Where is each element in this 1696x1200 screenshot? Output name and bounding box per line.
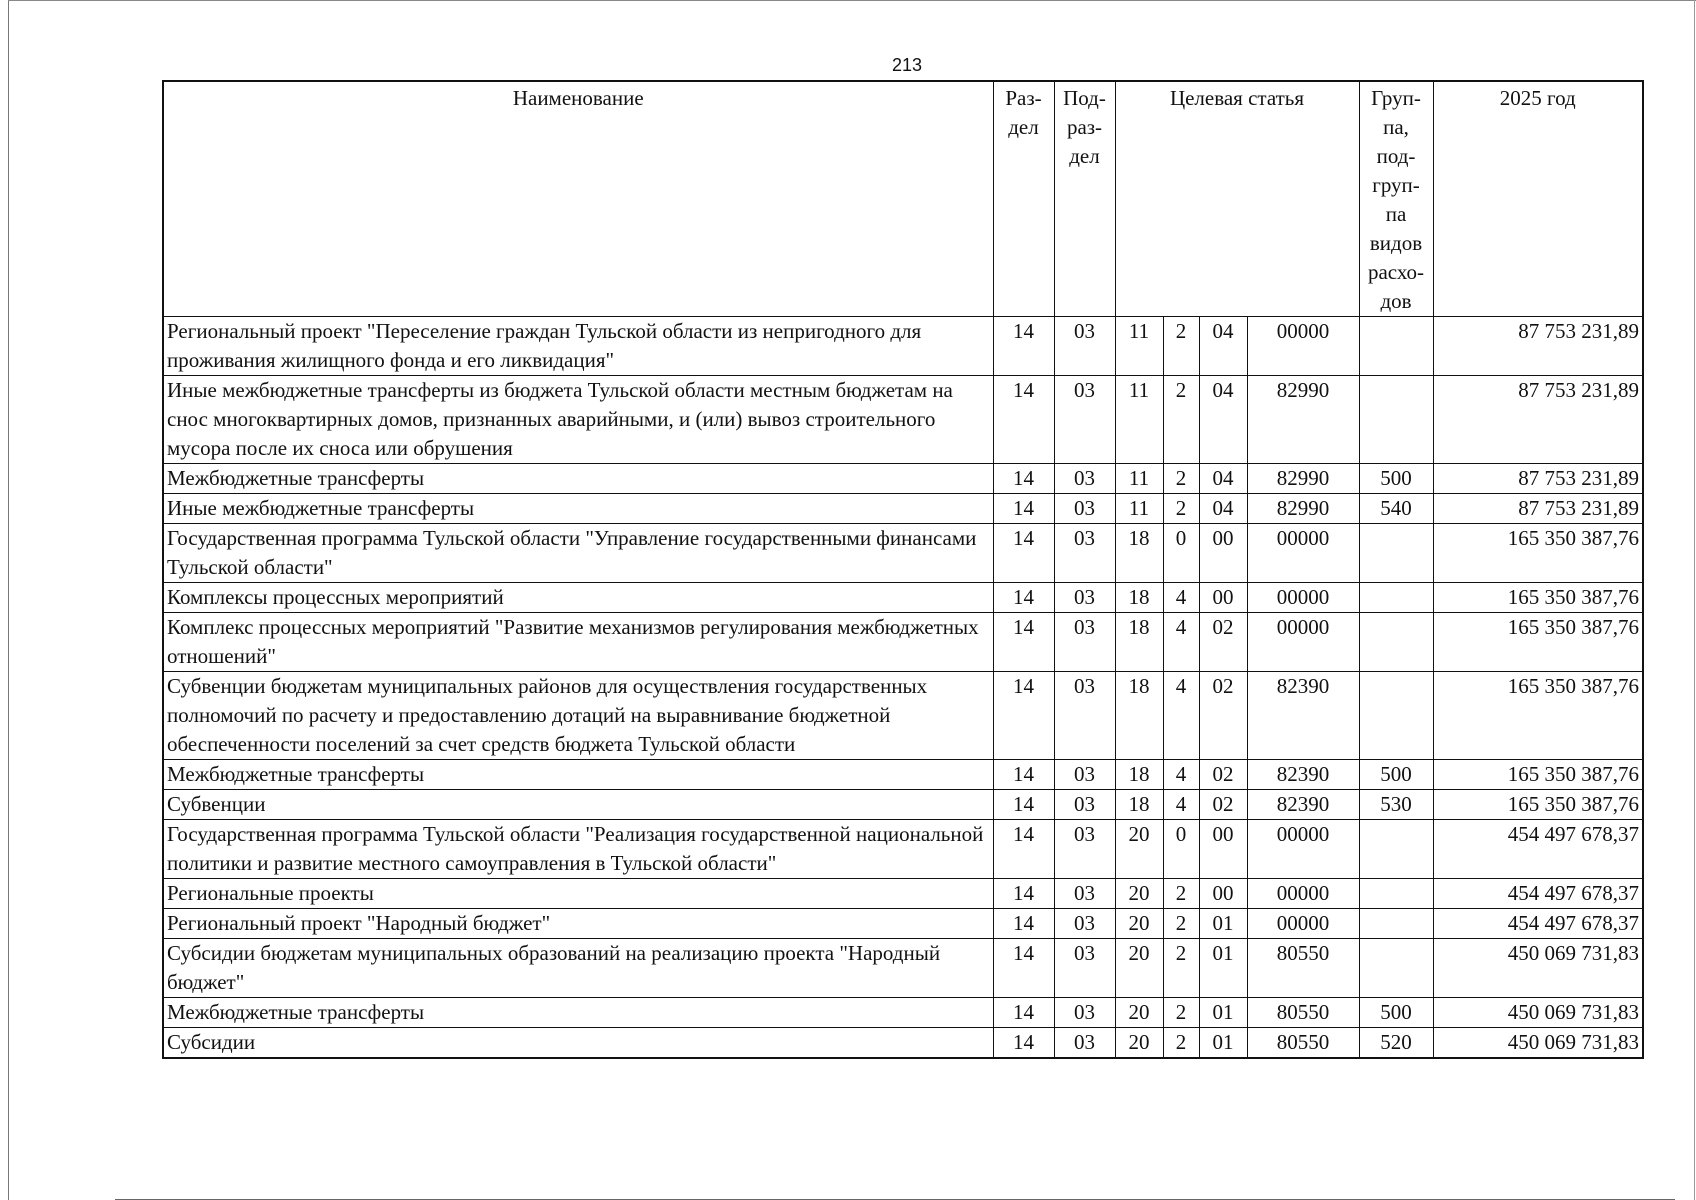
target-type-cell: 4 (1163, 583, 1199, 613)
target-subprogram-cell: 00 (1199, 820, 1247, 879)
subsection-cell: 03 (1054, 494, 1115, 524)
target-program-cell: 18 (1115, 672, 1163, 760)
target-direction-cell: 00000 (1247, 317, 1359, 376)
target-subprogram-cell: 04 (1199, 464, 1247, 494)
subsection-cell: 03 (1054, 879, 1115, 909)
table-row (163, 524, 1643, 583)
target-subprogram-cell: 04 (1199, 494, 1247, 524)
target-subprogram-cell: 01 (1199, 1028, 1247, 1059)
header-target-item: Целевая статья (1115, 81, 1359, 317)
section-cell: 14 (993, 494, 1054, 524)
target-direction-cell: 00000 (1247, 909, 1359, 939)
target-program-cell: 11 (1115, 317, 1163, 376)
header-expense-group: Груп- па, под- груп- па видов расхо- дов (1359, 81, 1433, 317)
section-cell: 14 (993, 909, 1054, 939)
target-direction-cell: 82990 (1247, 494, 1359, 524)
table-row (163, 939, 1643, 998)
table-row (163, 879, 1643, 909)
target-subprogram-cell: 02 (1199, 790, 1247, 820)
expense-group-cell (1359, 909, 1433, 939)
subsection-cell: 03 (1054, 790, 1115, 820)
table-row (163, 790, 1643, 820)
section-cell: 14 (993, 464, 1054, 494)
section-cell: 14 (993, 583, 1054, 613)
subsection-cell: 03 (1054, 376, 1115, 464)
target-direction-cell: 80550 (1247, 1028, 1359, 1059)
target-direction-cell: 80550 (1247, 939, 1359, 998)
target-subprogram-cell: 00 (1199, 879, 1247, 909)
target-type-cell: 0 (1163, 820, 1199, 879)
target-subprogram-cell: 02 (1199, 613, 1247, 672)
expense-group-cell (1359, 672, 1433, 760)
table-row (163, 672, 1643, 760)
target-subprogram-cell: 01 (1199, 939, 1247, 998)
expense-group-cell: 520 (1359, 1028, 1433, 1059)
target-program-cell: 18 (1115, 790, 1163, 820)
table-header-row (163, 81, 1643, 317)
expense-group-cell (1359, 820, 1433, 879)
amount-cell: 450 069 731,83 (1433, 1028, 1643, 1059)
target-subprogram-cell: 04 (1199, 376, 1247, 464)
target-direction-cell: 82990 (1247, 464, 1359, 494)
header-subsection: Под- раз- дел (1054, 81, 1115, 317)
target-subprogram-cell: 01 (1199, 909, 1247, 939)
table-row (163, 317, 1643, 376)
table-row (163, 1028, 1643, 1059)
subsection-cell: 03 (1054, 909, 1115, 939)
target-type-cell: 2 (1163, 1028, 1199, 1059)
target-type-cell: 4 (1163, 672, 1199, 760)
target-direction-cell: 00000 (1247, 583, 1359, 613)
target-subprogram-cell: 01 (1199, 998, 1247, 1028)
name-cell: Субсидии бюджетам муниципальных образований на реализацию проекта "Народный бюджет" (163, 939, 993, 998)
target-type-cell: 2 (1163, 998, 1199, 1028)
target-program-cell: 20 (1115, 820, 1163, 879)
expense-group-cell: 500 (1359, 998, 1433, 1028)
target-type-cell: 4 (1163, 760, 1199, 790)
amount-cell: 87 753 231,89 (1433, 464, 1643, 494)
name-cell: Иные межбюджетные трансферты (163, 494, 993, 524)
name-cell: Субвенции бюджетам муниципальных районов для осуществления государственных полномочий по расчету и предоставлению дотаций на выравнивание бюджетной обеспеченности поселений за счет средств бюджета Тульской области (163, 672, 993, 760)
name-cell: Государственная программа Тульской области "Реализация государственной национальной политики и развитие местного самоуправления в Тульской области" (163, 820, 993, 879)
name-cell: Межбюджетные трансферты (163, 760, 993, 790)
name-cell: Государственная программа Тульской области "Управление государственными финансами Тульской области" (163, 524, 993, 583)
amount-cell: 87 753 231,89 (1433, 376, 1643, 464)
target-program-cell: 11 (1115, 494, 1163, 524)
table-row (163, 613, 1643, 672)
name-cell: Комплексы процессных мероприятий (163, 583, 993, 613)
page-number: 213 (892, 55, 923, 75)
name-cell: Межбюджетные трансферты (163, 998, 993, 1028)
section-cell: 14 (993, 613, 1054, 672)
section-cell: 14 (993, 998, 1054, 1028)
target-direction-cell: 82390 (1247, 760, 1359, 790)
table-row (163, 909, 1643, 939)
target-program-cell: 18 (1115, 613, 1163, 672)
section-cell: 14 (993, 760, 1054, 790)
expense-group-cell (1359, 317, 1433, 376)
name-cell: Межбюджетные трансферты (163, 464, 993, 494)
expense-group-cell: 540 (1359, 494, 1433, 524)
subsection-cell: 03 (1054, 524, 1115, 583)
target-subprogram-cell: 00 (1199, 583, 1247, 613)
expense-group-cell: 530 (1359, 790, 1433, 820)
expense-group-cell (1359, 879, 1433, 909)
subsection-cell: 03 (1054, 998, 1115, 1028)
name-cell: Региональный проект "Народный бюджет" (163, 909, 993, 939)
target-type-cell: 2 (1163, 494, 1199, 524)
table-body (163, 317, 1643, 1059)
scan-edge-top (8, 0, 1696, 1)
target-direction-cell: 82990 (1247, 376, 1359, 464)
target-subprogram-cell: 00 (1199, 524, 1247, 583)
amount-cell: 165 350 387,76 (1433, 583, 1643, 613)
target-type-cell: 2 (1163, 909, 1199, 939)
table-row (163, 376, 1643, 464)
table-row (163, 998, 1643, 1028)
section-cell: 14 (993, 524, 1054, 583)
section-cell: 14 (993, 939, 1054, 998)
target-direction-cell: 00000 (1247, 820, 1359, 879)
subsection-cell: 03 (1054, 939, 1115, 998)
expense-group-cell (1359, 583, 1433, 613)
expense-group-cell: 500 (1359, 760, 1433, 790)
target-program-cell: 11 (1115, 464, 1163, 494)
target-type-cell: 4 (1163, 790, 1199, 820)
amount-cell: 165 350 387,76 (1433, 672, 1643, 760)
subsection-cell: 03 (1054, 583, 1115, 613)
header-year: 2025 год (1433, 81, 1643, 317)
subsection-cell: 03 (1054, 672, 1115, 760)
table-row (163, 464, 1643, 494)
amount-cell: 450 069 731,83 (1433, 939, 1643, 998)
target-type-cell: 2 (1163, 464, 1199, 494)
name-cell: Субсидии (163, 1028, 993, 1059)
target-type-cell: 2 (1163, 376, 1199, 464)
target-direction-cell: 00000 (1247, 879, 1359, 909)
target-program-cell: 20 (1115, 998, 1163, 1028)
scan-edge-left (8, 0, 9, 1200)
target-program-cell: 18 (1115, 760, 1163, 790)
header-name: Наименование (163, 81, 993, 317)
section-cell: 14 (993, 879, 1054, 909)
name-cell: Комплекс процессных мероприятий "Развитие механизмов регулирования межбюджетных отношений" (163, 613, 993, 672)
table-row (163, 494, 1643, 524)
expense-group-cell (1359, 524, 1433, 583)
target-type-cell: 2 (1163, 939, 1199, 998)
target-program-cell: 18 (1115, 583, 1163, 613)
target-direction-cell: 82390 (1247, 672, 1359, 760)
target-direction-cell: 82390 (1247, 790, 1359, 820)
amount-cell: 165 350 387,76 (1433, 760, 1643, 790)
amount-cell: 165 350 387,76 (1433, 790, 1643, 820)
target-type-cell: 2 (1163, 879, 1199, 909)
target-direction-cell: 00000 (1247, 613, 1359, 672)
amount-cell: 165 350 387,76 (1433, 613, 1643, 672)
subsection-cell: 03 (1054, 317, 1115, 376)
subsection-cell: 03 (1054, 820, 1115, 879)
expense-group-cell (1359, 376, 1433, 464)
target-program-cell: 20 (1115, 909, 1163, 939)
target-subprogram-cell: 04 (1199, 317, 1247, 376)
section-cell: 14 (993, 820, 1054, 879)
expense-group-cell: 500 (1359, 464, 1433, 494)
scan-edge-right (1694, 0, 1695, 1200)
amount-cell: 165 350 387,76 (1433, 524, 1643, 583)
target-program-cell: 11 (1115, 376, 1163, 464)
header-section: Раз- дел (993, 81, 1054, 317)
section-cell: 14 (993, 1028, 1054, 1059)
expense-group-cell (1359, 613, 1433, 672)
section-cell: 14 (993, 317, 1054, 376)
target-direction-cell: 80550 (1247, 998, 1359, 1028)
section-cell: 14 (993, 376, 1054, 464)
table-row (163, 760, 1643, 790)
expense-group-cell (1359, 939, 1433, 998)
amount-cell: 454 497 678,37 (1433, 909, 1643, 939)
table-row (163, 820, 1643, 879)
name-cell: Субвенции (163, 790, 993, 820)
budget-table (162, 80, 1644, 1059)
amount-cell: 87 753 231,89 (1433, 317, 1643, 376)
subsection-cell: 03 (1054, 613, 1115, 672)
target-program-cell: 20 (1115, 879, 1163, 909)
subsection-cell: 03 (1054, 464, 1115, 494)
section-cell: 14 (993, 672, 1054, 760)
target-program-cell: 20 (1115, 1028, 1163, 1059)
target-program-cell: 18 (1115, 524, 1163, 583)
target-program-cell: 20 (1115, 939, 1163, 998)
target-direction-cell: 00000 (1247, 524, 1359, 583)
target-type-cell: 4 (1163, 613, 1199, 672)
name-cell: Региональные проекты (163, 879, 993, 909)
name-cell: Иные межбюджетные трансферты из бюджета Тульской области местным бюджетам на снос многоквартирных домов, признанных аварийными, и (или) вывоз строительного мусора после их сноса или обрушения (163, 376, 993, 464)
amount-cell: 450 069 731,83 (1433, 998, 1643, 1028)
target-subprogram-cell: 02 (1199, 672, 1247, 760)
amount-cell: 454 497 678,37 (1433, 879, 1643, 909)
name-cell: Региональный проект "Переселение граждан Тульской области из непригодного для проживания жилищного фонда и его ликвидация" (163, 317, 993, 376)
section-cell: 14 (993, 790, 1054, 820)
target-type-cell: 0 (1163, 524, 1199, 583)
amount-cell: 454 497 678,37 (1433, 820, 1643, 879)
subsection-cell: 03 (1054, 1028, 1115, 1059)
target-subprogram-cell: 02 (1199, 760, 1247, 790)
subsection-cell: 03 (1054, 760, 1115, 790)
amount-cell: 87 753 231,89 (1433, 494, 1643, 524)
target-type-cell: 2 (1163, 317, 1199, 376)
table-row (163, 583, 1643, 613)
